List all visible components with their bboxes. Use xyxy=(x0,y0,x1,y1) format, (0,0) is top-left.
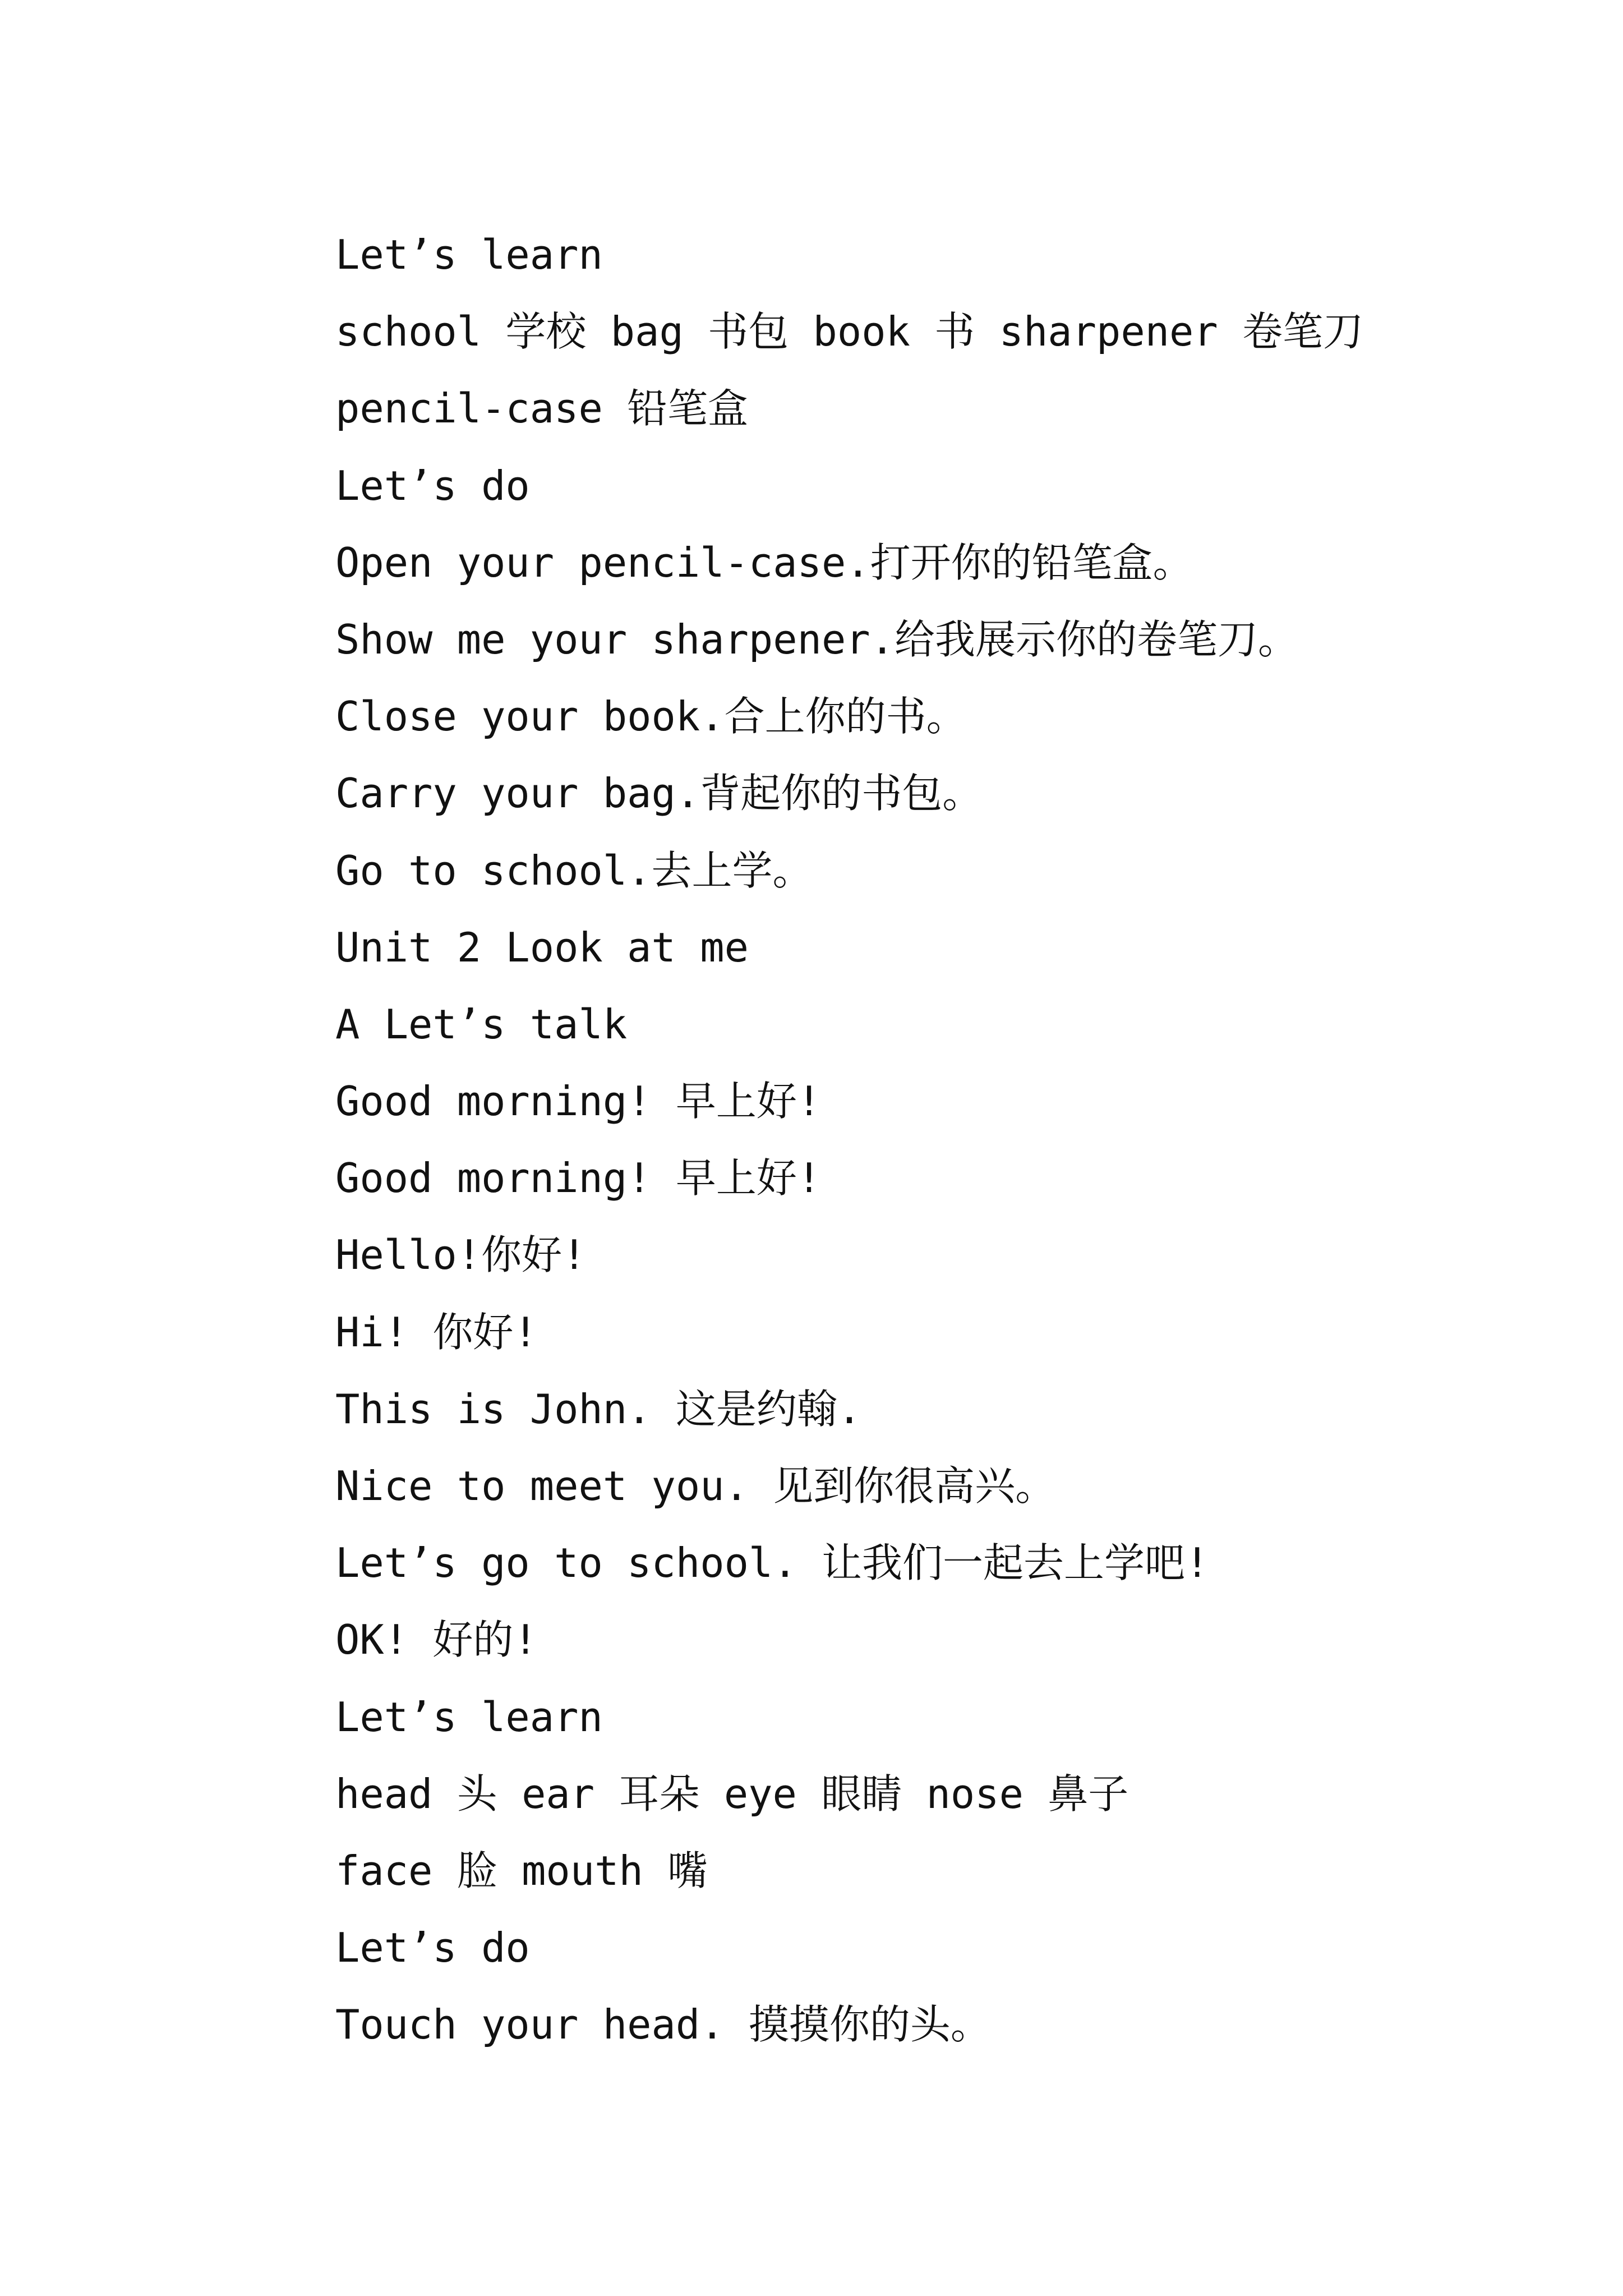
vocab-line: face 脸 mouth 嘴 xyxy=(335,1847,708,1894)
vocab-line: pencil-case 铅笔盒 xyxy=(335,385,749,432)
document-body xyxy=(335,217,1541,2064)
dialogue-line: Nice to meet you. 见到你很高兴。 xyxy=(335,1462,1056,1510)
dialogue-line: OK! 好的! xyxy=(335,1616,538,1664)
dialogue-line: This is John. 这是约翰. xyxy=(335,1385,862,1433)
instruction-line: Carry your bag.背起你的书包。 xyxy=(335,770,983,817)
section-heading-lets-talk: A Let’s talk xyxy=(335,1000,628,1048)
instruction-line: Close your book.合上你的书。 xyxy=(335,693,967,740)
dialogue-line: Hi! 你好! xyxy=(335,1308,538,1356)
instruction-line: Open your pencil-case.打开你的铅笔盒。 xyxy=(335,539,1193,586)
unit-title: Unit 2 Look at me xyxy=(335,923,749,971)
vocab-line: head 头 ear 耳朵 eye 眼睛 nose 鼻子 xyxy=(335,1770,1129,1818)
section-heading-lets-learn: Let’s learn xyxy=(335,231,603,278)
dialogue-line: Good morning! 早上好! xyxy=(335,1078,822,1125)
dialogue-line: Good morning! 早上好! xyxy=(335,1154,822,1202)
dialogue-line: Hello!你好! xyxy=(335,1231,587,1279)
vocab-line: school 学校 bag 书包 book 书 sharpener 卷笔刀 xyxy=(335,308,1364,356)
section-heading-lets-do: Let’s do xyxy=(335,462,530,509)
instruction-line: Touch your head. 摸摸你的头。 xyxy=(335,2001,991,2049)
section-heading-lets-do: Let’s do xyxy=(335,1924,530,1972)
instruction-line: Go to school.去上学。 xyxy=(335,846,813,894)
section-heading-lets-learn: Let’s learn xyxy=(335,1693,603,1741)
dialogue-line: Let’s go to school. 让我们一起去上学吧! xyxy=(335,1539,1210,1587)
instruction-line: Show me your sharpener.给我展示你的卷笔刀。 xyxy=(335,615,1298,663)
